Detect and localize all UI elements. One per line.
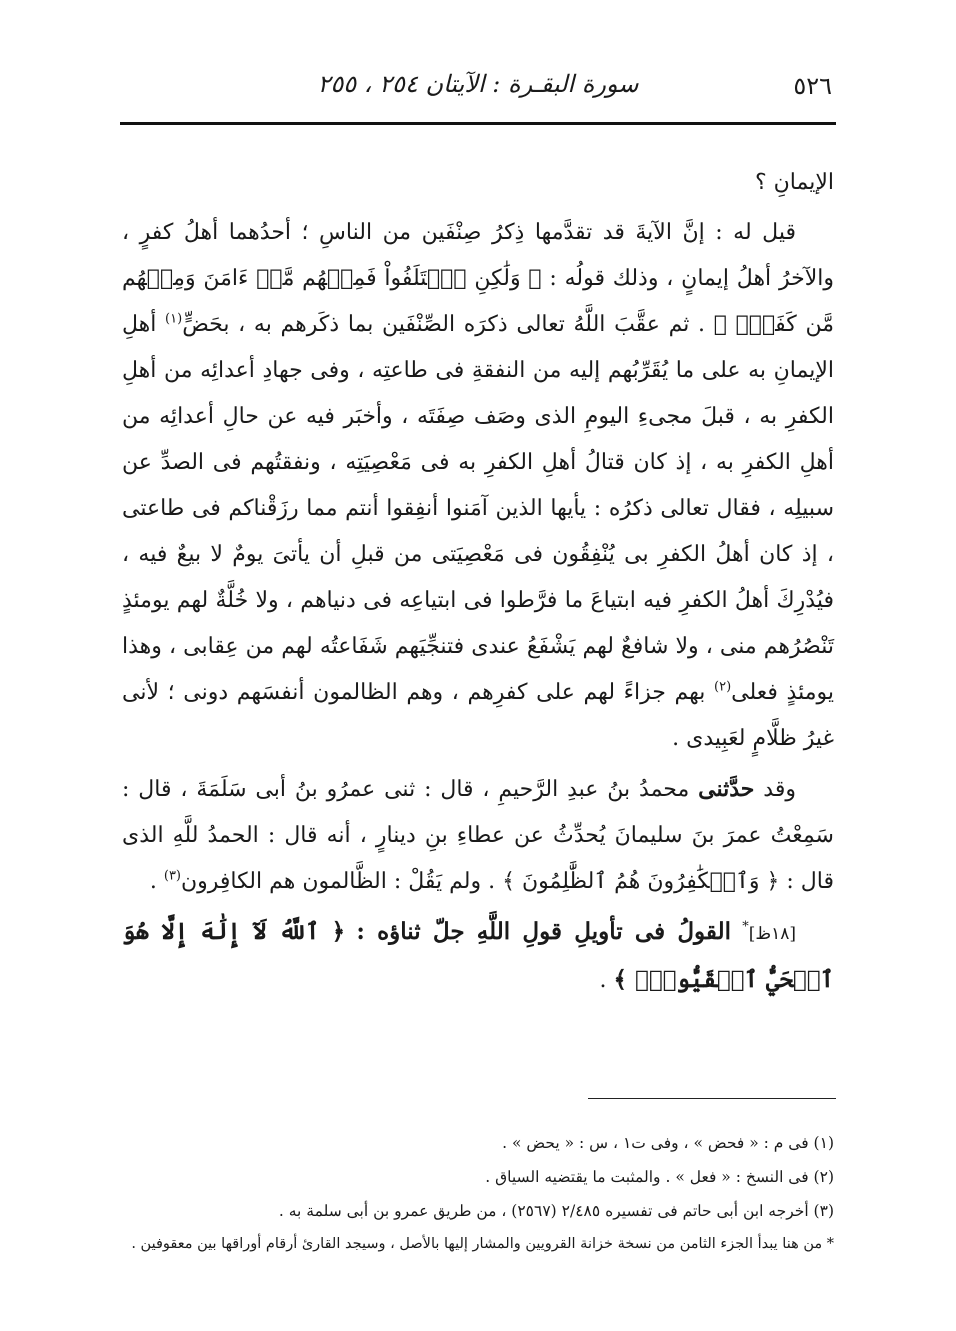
page-number: ٥٢٦ [793, 72, 832, 100]
footnote-3: (٣) أخرجه ابن أبى حاتم فى تفسيره ٢/٤٨٥ (٢٥٦٧) ، من طريق عمرو بن أبى سلمة به . [278, 1202, 834, 1220]
text-segment: محمدُ بنُ عبدِ الرَّحيمِ ، قال : ثنى عمرُو بنُ أبى سَلَمَةَ ، قال : سَمِعْتُ عمرَ بنَ سليمانَ يُحدِّثُ عن عطاءِ بنِ دينارٍ ، أنه قال : الحمدُ للَّهِ الذى قال : [122, 777, 834, 894]
quran-quote: ﴿ وَٱلۡكَٰفِرُونَ هُمُ ٱلظَّٰلِمُونَ ﴾ [502, 869, 780, 894]
text-segment: وقد [763, 777, 796, 802]
footnote-2: (٢) فى النسخ : « فعل » . والمثبت ما يقتضيه السياق . [485, 1168, 834, 1186]
footnote-rule [588, 1098, 836, 1099]
footnote-ref-2[interactable]: (٢) [714, 679, 732, 695]
paragraph-1: الإيمانِ ؟ [754, 170, 834, 195]
text-segment: بهم جزاءً لهم على كفرِهم ، وهم الظالمون أنفسَهم دونى ؛ لأنى غيرُ ظلَّامٍ لعَبِيدى . [122, 680, 834, 751]
footnote-1: (١) فى م : « فحض » ، وفى ت١ ، س : « يحض » . [502, 1134, 834, 1152]
header-rule [120, 122, 836, 125]
text-segment: قيل له : إنَّ الآيةَ قد تقدَّمها ذِكرُ صِنْفَين من الناسِ ؛ أحدُهما أهلُ كفرٍ ، والآخرُ أهلُ إيمانٍ ، وذلك قولُه : [122, 220, 835, 291]
page-header [118, 70, 838, 104]
section-heading: القولُ فى تأويلِ قولِ اللَّهِ جلّ ثناؤه : [356, 918, 731, 945]
note-star: * [742, 919, 749, 935]
text-segment: . [599, 968, 607, 993]
footnote-ref-1[interactable]: (١) [165, 311, 183, 327]
isnad-keyword: حدَّثنى [698, 776, 755, 802]
paragraph-2 [122, 210, 834, 762]
paragraph-4 [122, 909, 834, 1004]
paragraph-3 [122, 766, 834, 905]
text-segment: . [149, 869, 157, 894]
footnote-ref-3[interactable]: (٣) [163, 868, 181, 884]
quran-quote: ﴿ ٱللَّهُ لَآ إِلَٰهَ إِلَّا هُوَ ٱلۡحَيُّ ٱلۡقَيُّومُۚ ﴾ [122, 918, 834, 993]
text-segment: . ولم يَقُلْ : الظَّالمون هم الكافِرون [181, 869, 496, 894]
text-segment: . ثم عقَّبَ اللَّهُ تعالى ذكرَه الصِّنْفَين بما ذكَرهم به ، بحَضٍّ [182, 312, 706, 337]
text-segment: أهلِ الإيمانِ به على ما يُقَرِّبُهم إليه من النفقةِ فى طاعتِه ، وفى جهادِ أعدائِه من أهلِ الكفرِ به ، قبلَ مجىءِ اليومِ الذى وصَف صِفَتَه ، وأخبَر فيه عن حالِ أعدائِه من أهلِ الكفرِ به ، إذ كان قتالُ أهلِ الكفرِ به فى مَعْصِيَتِه ، ونفقتُهم فى الصدِّ عن سبيلِه ، فقال تعالى ذكرُه : يأيها الذين آمَنوا أنفِقوا أنتم مما رزَقْناكم فى طاعتى ، إذ كان أهلُ الكفرِ بى يُنْفِقُون فى مَعْصِيَتى من قبلِ أن يأتىَ يومٌ لا بيعٌ فيه ، فيُدْرِكَ أهلُ الكفرِ فيه ابتياعَ ما فرَّطوا فى ابتياعِه فى دنياهم ، ولا خُلَّةٌ لهم يومئذٍ تَنْصُرُهم منى ، ولا شافعٌ لهم يَشْفَعُ عندى فتنجِّيَهم شَفَاعتُه لهم من عِقابى ، وهذا يومئذٍ فعلى [122, 312, 835, 705]
running-title: سورة البقـرة : الآيتان ٢٥٤ ، ٢٥٥ [317, 70, 639, 98]
quran-quote: ﴿ وَلَٰكِنِ ٱخۡتَلَفُواْ فَمِنۡهُم مَّنۡ ءَامَنَ وَمِنۡهُم مَّن كَفَرَۚ ﴾ [122, 266, 834, 337]
footnotes [122, 1126, 834, 1260]
main-text [122, 160, 834, 1008]
folio-marker: [١٨ظ] [748, 924, 796, 944]
footnote-star-note: * من هنا يبدأ الجزء الثامن من نسخة خزانة القرويين والمشار إليها بالأصل ، وسيجد القارئ أرقام أوراقها بين معقوفين . [131, 1236, 834, 1252]
